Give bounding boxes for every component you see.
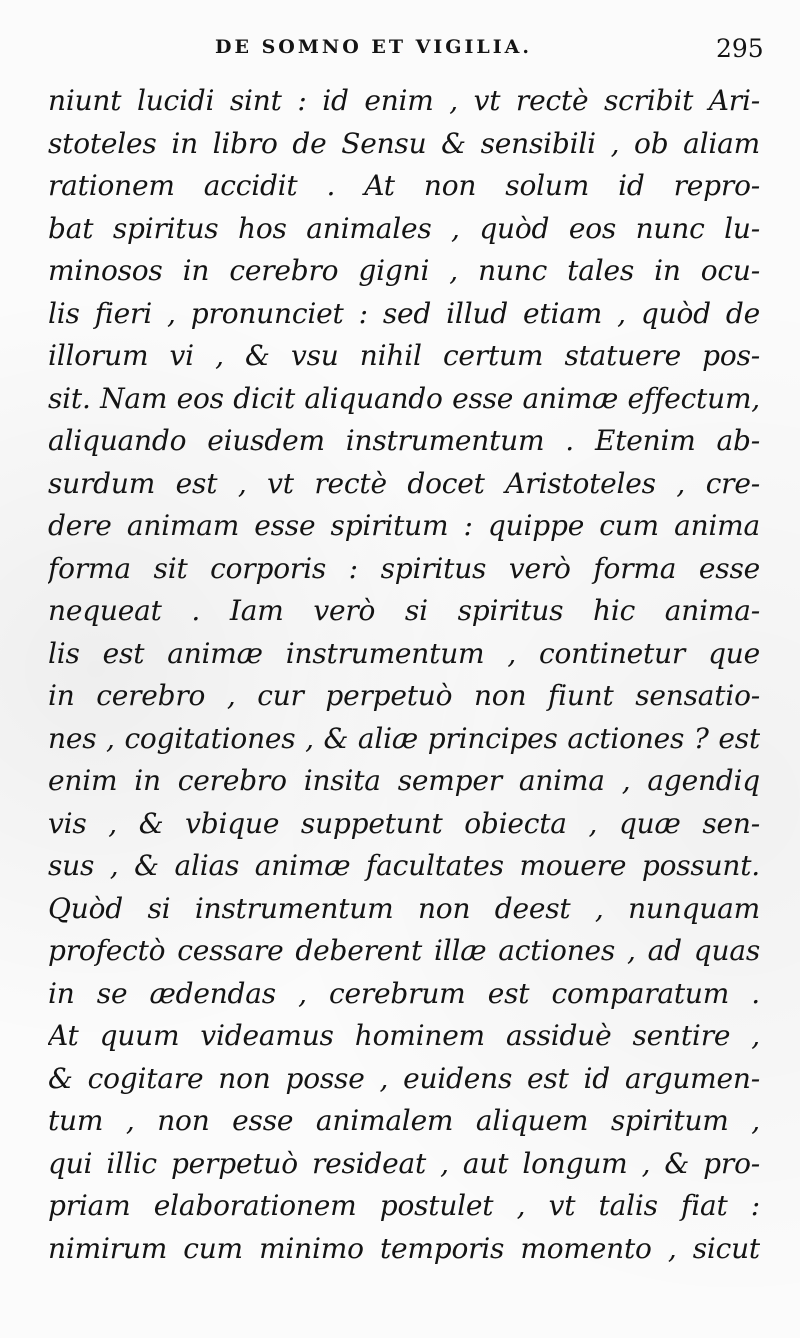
text-line: & cogitare non posse , euidens est id argumen- bbox=[48, 1061, 760, 1095]
text-line: bat spiritus hos animales , quòd eos nunc lu- bbox=[48, 211, 760, 245]
text-line: illorum vi , & vsu nihil certum statuere pos- bbox=[48, 339, 760, 372]
text-line: qui illic perpetuò resideat , aut longum , & pro- bbox=[48, 1146, 760, 1180]
text-line: enim in cerebro insita semper anima , agendiq bbox=[48, 764, 760, 797]
text-line: aliquando eiusdem instrumentum . Etenim ab- bbox=[48, 424, 760, 457]
text-line: stoteles in libro de Sensu & sensibili , ob aliam bbox=[48, 126, 760, 160]
text-line: surdum est , vt rectè docet Aristoteles , cre- bbox=[48, 466, 760, 500]
text-line: sus , & alias animæ facultates mouere possunt. bbox=[48, 849, 760, 882]
text-line: in cerebro , cur perpetuò non fiunt sensatio- bbox=[48, 679, 760, 712]
text-line: in se ædendas , cerebrum est comparatum . bbox=[48, 976, 760, 1010]
text-line: priam elaborationem postulet , vt talis fiat : bbox=[48, 1189, 760, 1222]
text-line: rationem accidit . At non solum id repro- bbox=[48, 169, 760, 202]
text-line: vis , & vbique suppetunt obiecta , quæ sen- bbox=[48, 806, 760, 840]
running-title: DE SOMNO ET VIGILIA. bbox=[215, 36, 532, 58]
text-line: nes , cogitationes , & aliæ principes actiones ? est bbox=[48, 721, 760, 755]
text-line: At quum videamus hominem assiduè sentire , bbox=[48, 1019, 760, 1052]
body-text bbox=[48, 80, 760, 1270]
page-number: 295 bbox=[716, 34, 764, 63]
text-line: sit. Nam eos dicit aliquando esse animæ effectum, bbox=[48, 381, 760, 415]
text-line: Quòd si instrumentum non deest , nunquam bbox=[48, 891, 760, 925]
text-line: lis est animæ instrumentum , continetur que bbox=[48, 636, 760, 670]
text-line: dere animam esse spiritum : quippe cum anima bbox=[48, 509, 760, 542]
text-line: nimirum cum minimo temporis momento , sicut bbox=[48, 1231, 760, 1265]
text-line: niunt lucidi sint : id enim , vt rectè scribit Ari- bbox=[48, 84, 760, 117]
text-line: lis fieri , pronunciet : sed illud etiam , quòd de bbox=[48, 296, 760, 330]
text-line: tum , non esse animalem aliquem spiritum , bbox=[48, 1104, 760, 1137]
text-line: nequeat . Iam verò si spiritus hic anima- bbox=[48, 594, 760, 627]
text-line: minosos in cerebro gigni , nunc tales in ocu- bbox=[48, 254, 760, 287]
text-line: profectò cessare deberent illæ actiones , ad quas bbox=[48, 934, 760, 967]
text-line: forma sit corporis : spiritus verò forma esse bbox=[48, 551, 760, 585]
